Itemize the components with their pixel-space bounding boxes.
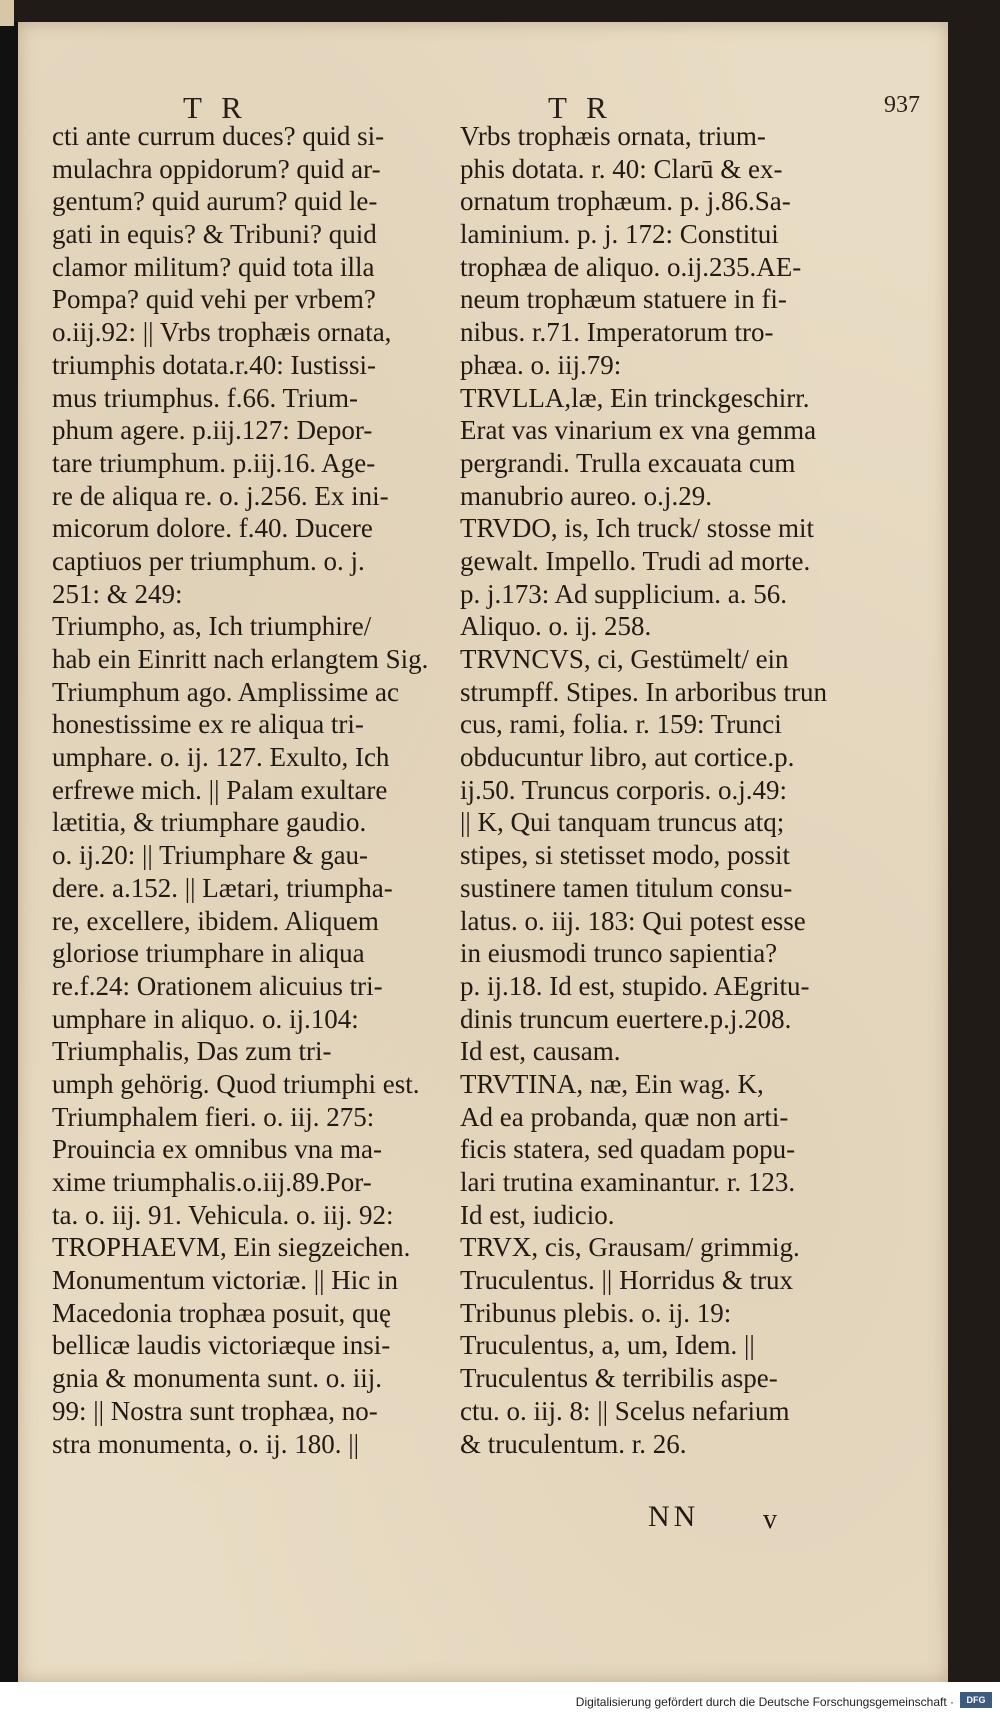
text-line: TROPHAEVM, Ein siegzeichen. — [52, 1232, 411, 1263]
text-line: lætitia, & triumphare gaudio. — [52, 807, 367, 838]
text-line: mulachra oppidorum? quid ar- — [52, 153, 381, 184]
text-line: Tribunus plebis. o. ij. 19: — [460, 1297, 732, 1328]
text-line: o. ij.20: || Triumphare & gau- — [52, 840, 369, 871]
text-line: p. j.173: Ad supplicium. a. 56. — [460, 578, 787, 609]
text-line: latus. o. iij. 183: Qui potest esse — [460, 905, 806, 936]
text-line: hab ein Einritt nach erlangtem Sig. — [52, 644, 429, 674]
text-line: lari trutina examinantur. r. 123. — [460, 1167, 796, 1197]
text-line: ta. o. iij. 91. Vehicula. o. iij. 92: — [52, 1199, 394, 1230]
signature-mark: NN — [648, 1500, 700, 1533]
text-line: TRVX, cis, Grausam/ grimmig. — [460, 1232, 800, 1263]
signature-sub-mark: v — [763, 1504, 777, 1535]
text-line: stra monumenta, o. ij. 180. || — [52, 1428, 360, 1459]
text-line: triumphis dotata.r.40: Iustissi- — [52, 349, 376, 380]
text-line: phæa. o. iij.79: — [460, 349, 622, 380]
text-line: honestissime ex re aliqua tri- — [52, 709, 364, 740]
text-line: umph gehörig. Quod triumphi est. — [52, 1068, 420, 1099]
text-line: re, excellere, ibidem. Aliquem — [52, 905, 379, 936]
text-line: Aliquo. o. ij. 258. — [460, 611, 652, 642]
dfg-logo-icon: DFG — [960, 1692, 992, 1708]
text-line: phum agere. p.iij.127: Depor- — [52, 415, 373, 446]
text-line: laminium. p. j. 172: Constitui — [460, 219, 779, 250]
text-line: TRVNCVS, ci, Gestümelt/ ein — [460, 644, 789, 674]
text-line: o.iij.92: || Vrbs trophæis ornata, — [52, 317, 392, 348]
text-line: pergrandi. Trulla excauata cum — [460, 447, 796, 478]
text-line: cti ante currum duces? quid si- — [52, 121, 385, 151]
text-line: clamor militum? quid tota illa — [52, 251, 375, 282]
text-line: ficis statera, sed quadam popu- — [460, 1134, 796, 1165]
text-line: xime triumphalis.o.iij.89.Por- — [52, 1167, 372, 1197]
text-line: gloriose triumphare in aliqua — [52, 938, 365, 969]
text-line: gentum? quid aurum? quid le- — [52, 186, 378, 217]
text-line: Erat vas vinarium ex vna gemma — [460, 415, 817, 446]
text-line: re.f.24: Orationem alicuius tri- — [52, 970, 383, 1001]
text-line: manubrio aureo. o.j.29. — [460, 480, 712, 511]
book-page — [18, 22, 948, 1682]
text-line: TRVLLA,læ, Ein trinckgeschirr. — [460, 382, 810, 413]
running-head-left: T R — [183, 90, 248, 125]
text-line: stipes, si stetisset modo, possit — [460, 840, 791, 871]
text-line: Pompa? quid vehi per vrbem? — [52, 284, 376, 315]
footer-funding-text: Digitalisierung gefördert durch die Deutsche Forschungsgemeinschaft · — [575, 1695, 954, 1709]
page-number: 937 — [884, 92, 920, 118]
text-line: 251: & 249: — [52, 578, 183, 609]
text-line: Triumphalis, Das zum tri- — [52, 1036, 332, 1067]
text-line: Macedonia trophæa posuit, quę — [52, 1297, 391, 1328]
text-line: Id est, iudicio. — [460, 1199, 615, 1230]
text-line: dere. a.152. || Lætari, triumpha- — [52, 872, 393, 903]
text-line: || K, Qui tanquam truncus atq; — [460, 807, 785, 838]
text-line: obducuntur libro, aut cortice.p. — [460, 742, 795, 773]
text-line: Id est, causam. — [460, 1036, 621, 1067]
text-line: in eiusmodi trunco sapientia? — [460, 938, 778, 969]
text-line: dinis truncum euertere.p.j.208. — [460, 1003, 792, 1034]
text-line: cus, rami, folia. r. 159: Trunci — [460, 709, 782, 740]
text-line: bellicæ laudis victoriæque insi- — [52, 1330, 391, 1361]
footer-bar — [0, 1682, 1000, 1720]
text-line: tare triumphum. p.iij.16. Age- — [52, 447, 376, 478]
right-text-column — [460, 120, 855, 1460]
text-line: TRVTINA, næ, Ein wag. K, — [460, 1068, 764, 1099]
text-line: & truculentum. r. 26. — [460, 1428, 687, 1459]
text-line: p. ij.18. Id est, stupido. AEgritu- — [460, 970, 810, 1001]
text-line: Triumpho, as, Ich triumphire/ — [52, 611, 372, 642]
text-line: Prouincia ex omnibus vna ma- — [52, 1134, 382, 1165]
text-line: Ad ea probanda, quæ non arti- — [460, 1101, 789, 1132]
text-line: mus triumphus. f.66. Trium- — [52, 382, 359, 413]
text-line: erfrewe mich. || Palam exultare — [52, 774, 388, 805]
text-line: trophæa de aliquo. o.ij.235.AE- — [460, 251, 802, 282]
text-line: captiuos per triumphum. o. j. — [52, 545, 365, 576]
text-line: ornatum trophæum. p. j.86.Sa- — [460, 186, 791, 217]
text-line: ij.50. Truncus corporis. o.j.49: — [460, 774, 788, 805]
text-line: sustinere tamen titulum consu- — [460, 872, 793, 903]
text-line: TRVDO, is, Ich truck/ stosse mit — [460, 513, 815, 544]
text-line: Monumentum victoriæ. || Hic in — [52, 1265, 399, 1296]
text-line: strumpff. Stipes. In arboribus trun — [460, 676, 827, 707]
text-line: phis dotata. r. 40: Clarū & ex- — [460, 153, 783, 184]
left-text-column — [52, 120, 442, 1460]
text-line: ctu. o. iij. 8: || Scelus nefarium — [460, 1395, 790, 1426]
text-line: Vrbs trophæis ornata, trium- — [460, 121, 766, 151]
text-line: Triumphum ago. Amplissime ac — [52, 676, 400, 707]
running-head-right: T R — [548, 90, 613, 125]
text-line: 99: || Nostra sunt trophæa, no- — [52, 1395, 378, 1426]
text-line: umphare in aliquo. o. ij.104: — [52, 1003, 359, 1034]
text-line: umphare. o. ij. 127. Exulto, Ich — [52, 742, 390, 773]
text-line: nibus. r.71. Imperatorum tro- — [460, 317, 774, 348]
text-line: neum trophæum statuere in fi- — [460, 284, 787, 315]
text-line: Truculentus, a, um, Idem. || — [460, 1330, 755, 1361]
text-line: re de aliqua re. o. j.256. Ex ini- — [52, 480, 389, 511]
text-line: Truculentus. || Horridus & trux — [460, 1265, 794, 1296]
scan-left-edge — [0, 22, 18, 1682]
text-line: gnia & monumenta sunt. o. iij. — [52, 1363, 382, 1394]
text-line: Truculentus & terribilis aspe- — [460, 1363, 778, 1394]
text-line: gati in equis? & Tribuni? quid — [52, 219, 377, 250]
bookmark-tab — [0, 0, 14, 26]
text-line: Triumphalem fieri. o. iij. 275: — [52, 1101, 375, 1132]
text-line: micorum dolore. f.40. Ducere — [52, 513, 373, 544]
text-line: gewalt. Impello. Trudi ad morte. — [460, 545, 811, 576]
